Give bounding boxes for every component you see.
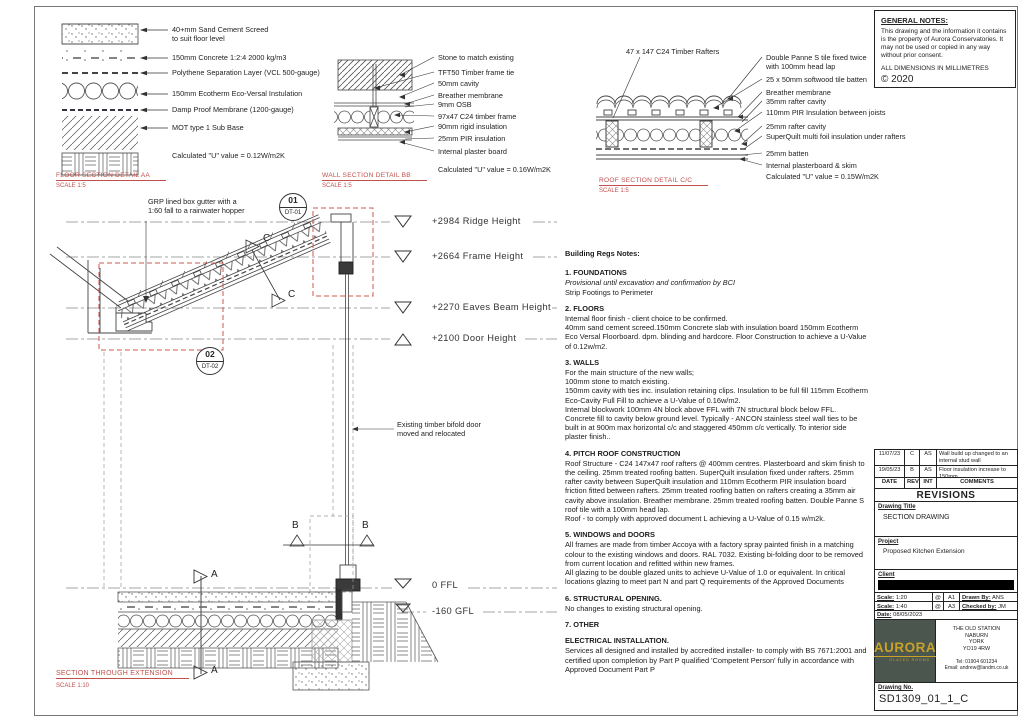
revision-header: DATE [875, 478, 905, 488]
regs-title: Building Regs Notes: [565, 249, 640, 258]
bubble-number: 01 [280, 194, 306, 208]
detail-label: 9mm OSB [438, 100, 472, 109]
detail-label: Stone to match existing [438, 53, 514, 62]
section-marker-b: B [292, 520, 299, 531]
detail-label: 25mm PIR insulation [438, 134, 506, 143]
drawing-number-box [874, 682, 1018, 711]
revision-int: AS [920, 466, 937, 477]
sheet-size: A3 [944, 602, 960, 610]
address-line: THE OLD STATION [952, 626, 1001, 632]
revisions-title: REVISIONS [874, 488, 1018, 502]
section-marker-b: B [362, 520, 369, 531]
regs-section-windows [565, 530, 868, 586]
copyright-year: © 2020 [881, 74, 914, 85]
date-value: 08/05/2023 [893, 612, 923, 618]
regs-section-foundations [565, 268, 868, 297]
scale-label: Scale: [877, 604, 895, 610]
detail-title: WALL SECTION DETAIL BB [322, 172, 427, 181]
regs-paragraph: 100mm stone to match existing. [565, 377, 670, 387]
detail-label: 50mm cavity [438, 79, 479, 88]
revision-header: REV [905, 478, 920, 488]
regs-paragraph: Strip Footings to Perimeter [565, 287, 653, 297]
regs-paragraph: 150mm cavity with ties inc. insulation retaining clips. Insulation to be full fill 115mm Ecotherm Eco-Cavity Full Fill to achieve a U-Value of 0.16w/m2. [565, 386, 869, 405]
revision-int: AS [920, 450, 937, 465]
revision-header: INT [920, 478, 937, 488]
logo-name: AURORA [873, 640, 937, 655]
detail-label: 150mm Ecotherm Eco-Versal Instulation [172, 89, 303, 98]
detail-label: MOT type 1 Sub Base [172, 123, 244, 132]
level-label-ffl: 0 FFL [432, 580, 459, 590]
level-label-door: +2100 Door Height [432, 333, 517, 343]
address-line: YORK [968, 639, 985, 646]
regs-paragraph: All glazing to be double glazed units to achieve U-Value of 1.0 or equivalent. In critical locations glazing to meet part N and part Q requirements of the Approved Documents [565, 568, 846, 587]
project-value: Proposed Kitchen Extension [883, 548, 965, 555]
regs-paragraph: For the main structure of the new walls; [565, 368, 694, 378]
regs-section-walls [565, 358, 868, 442]
gutter-note: 1:60 fall to a rainwater hopper [148, 206, 245, 215]
building-regs-notes [565, 249, 868, 681]
bubble-number: 02 [197, 348, 223, 362]
detail-label: Double Panne S tile fixed twice [766, 53, 867, 62]
regs-paragraph: All frames are made from timber Accoya with a factory spray painted finish in a matching colour to the existing windows and doors. RAL 7032. Existing bi-folding door to be removed from current location and refitted within new frames. [565, 540, 863, 568]
project-label: Project [878, 539, 899, 545]
regs-paragraph: Internal blockwork 100mm 4N block above FFL with 7N structural block below FFL. Concrete fill to cavity below ground level. Typically - ANCON stainless steel wall ties to be built in at 900m max horizontal c/c and staggered 450mm c/c vertically. To interior side plaster finish.. [565, 404, 858, 442]
at-symbol: @ [933, 602, 944, 610]
detail-label: 150mm Concrete 1:2:4 2000 kg/m3 [172, 53, 287, 62]
gutter-note: GRP lined box gutter with a [148, 197, 237, 206]
revision-header: COMMENTS [960, 479, 994, 485]
regs-heading: 7. OTHER [565, 619, 600, 629]
drawing-title-box [874, 501, 1018, 537]
detail-label: 47 x 147 C24 Timber Rafters [626, 47, 720, 56]
detail-label: 110mm PIR Insulation between joists [766, 108, 886, 117]
revision-rev: B [905, 466, 920, 477]
detail-label: Internal plasterboard & skim [766, 161, 857, 170]
detail-label: 97x47 C24 timber frame [438, 112, 517, 121]
detail-title: ROOF SECTION DETAIL C/C [599, 177, 708, 186]
general-notes-body: This drawing and the information it contains is the property of Aurora Conservatories. It may not be used or copied in any way without prior consent. [881, 28, 1007, 59]
u-value-note: Calculated "U" value = 0.15W/m2K [766, 172, 879, 181]
detail-label: Breather membrane [438, 91, 503, 100]
aurora-logo [875, 620, 936, 682]
revision-row [874, 449, 1018, 466]
revision-date: 11/07/23 [875, 450, 905, 465]
detail-label: Breather membrane [766, 88, 831, 97]
regs-paragraph: Roof Structure - C24 147x47 roof rafters @ 400mm centres. Plasterboard and skim finish to the ceiling. 25mm treated roofing batten. SuperQuilt insulation fixed under rafters. 25mm rafter cavity between SuperQuilt insulation and 110mm Ecotherm PIR insulation board friction fitted between rafters. 25mm treated roofing batten on rafters creating a 35mm air cavity above insulation. Breather membrane. 25mm treated roofing batten. Double Panne S roof tile with a 100mm head lap. [565, 458, 865, 514]
drawn-by-label: Drawn By: [962, 595, 991, 601]
regs-section-roof [565, 449, 868, 524]
scale-value: 1:20 [895, 595, 908, 601]
checked-by-value: JM [998, 604, 1006, 610]
section-title: SECTION THROUGH EXTENSION [56, 670, 189, 679]
regs-heading: 3. WALLS [565, 357, 600, 367]
regs-paragraph: Internal floor finish - client choice to be confirmed. [565, 314, 728, 324]
regs-heading: 4. PITCH ROOF CONSTRUCTION [565, 448, 681, 458]
section-marker-a: A [211, 569, 218, 580]
door-note: Existing timber bifold door [397, 420, 481, 429]
revision-rev: C [905, 450, 920, 465]
drawing-number-label: Drawing No. [878, 685, 914, 691]
client-box [874, 569, 1018, 593]
regs-heading: 2. FLOORS [565, 303, 605, 313]
detail-label: 35mm rafter cavity [766, 97, 827, 106]
detail-label: 25 x 50mm softwood tile batten [766, 75, 867, 84]
section-scale: SCALE 1:10 [56, 683, 90, 689]
detail-label: SuperQuilt multi foil insulation under rafters [766, 132, 906, 141]
detail-scale: SCALE 1:5 [56, 183, 86, 189]
regs-section-other [565, 620, 868, 629]
general-notes-box [874, 10, 1016, 88]
revision-date: 19/05/23 [875, 466, 905, 477]
level-label-ridge: +2984 Ridge Height [432, 216, 521, 226]
checked-by-label: Checked by: [962, 604, 997, 610]
detail-label: Damp Proof Membrane (1200-gauge) [172, 105, 294, 114]
detail-scale: SCALE 1:5 [322, 183, 352, 189]
revision-comment: Wall build up changed to an internal stud wall [939, 451, 1008, 464]
drawing-title-label: Drawing Title [878, 504, 916, 510]
company-tel: Tel: 01904 601234 [955, 659, 998, 666]
detail-label: 25mm batten [766, 149, 809, 158]
detail-label: Internal plaster board [438, 147, 507, 156]
scale-value: 1:40 [895, 604, 908, 610]
detail-label: TFT50 Timber frame tie [438, 68, 515, 77]
regs-heading: ELECTRICAL INSTALLATION. [565, 636, 669, 646]
regs-heading: 5. WINDOWS and DOORS [565, 530, 655, 540]
detail-bubble-02 [196, 347, 224, 375]
logo-tagline: GLAZED ROOMS [889, 658, 930, 662]
regs-paragraph: 40mm sand cement screed.150mm Concrete slab with insulation board 150mm Ecotherm Eco Versal Floorboard. dpm. blinding and hardcore. Floor Construction to achieve a U-Value of 0.12w/m2. [565, 323, 867, 351]
client-label: Client [878, 572, 895, 578]
company-box [874, 619, 1018, 683]
section-marker-c: C [263, 233, 271, 244]
address-line: YO19 4RW [962, 645, 991, 652]
date-label: Date: [877, 612, 892, 618]
at-symbol: @ [933, 593, 944, 601]
section-marker-a: A [211, 665, 218, 676]
regs-paragraph: Provisional until excavation and confirmation by BCI [565, 278, 736, 288]
detail-label: with 100mm head lap [766, 62, 836, 71]
client-redaction-bar [878, 580, 1014, 590]
regs-paragraph: No changes to existing structural opening. [565, 603, 703, 613]
regs-paragraph: Services all designed and installed by accredited installer- to comply with BS 7671:2001 and certified upon completion by Part P qualified 'Competent Person' fully in accordance with Approved Document Part P [565, 646, 867, 674]
sheet-size: A1 [944, 593, 960, 601]
general-notes-title: GENERAL NOTES: [881, 16, 948, 25]
regs-heading: 1. FOUNDATIONS [565, 268, 627, 278]
drawing-number-value: SD1309_01_1_C [879, 693, 969, 705]
section-marker-c: C [288, 289, 296, 300]
regs-heading: 6. STRUCTURAL OPENING. [565, 593, 662, 603]
drawing-title-value: SECTION DRAWING [883, 514, 950, 521]
bubble-ref: DT-01 [284, 210, 302, 216]
detail-bubble-01 [279, 193, 307, 221]
detail-label: Polythene Separation Layer (VCL 500-gauge) [172, 68, 320, 77]
drawn-by-value: ANS [991, 595, 1004, 601]
regs-section-structural [565, 594, 868, 613]
address-line: NABURN [965, 632, 988, 639]
bubble-ref: DT-02 [201, 364, 219, 370]
company-email: Email: andrew@landm.co.uk [944, 665, 1009, 672]
title-block [874, 450, 1018, 711]
regs-section-electrical [565, 636, 868, 674]
door-note: moved and relocated [397, 429, 466, 438]
detail-scale: SCALE 1:5 [599, 188, 629, 194]
detail-label: to suit floor level [172, 34, 225, 43]
level-label-gfl: -160 GFL [432, 606, 475, 616]
level-label-frame: +2664 Frame Height [432, 251, 524, 261]
level-label-eaves: +2270 Eaves Beam Height [432, 302, 551, 312]
scale-label: Scale: [877, 595, 895, 601]
detail-label: 40+mm Sand Cement Screed [172, 25, 269, 34]
detail-label: 90mm rigid insulation [438, 122, 507, 131]
dimensions-note: ALL DIMENSIONS IN MILLIMETRES [881, 65, 989, 72]
regs-paragraph: Roof - to comply with approved document L achieving a U-Value of 0.15 w/m2k. [565, 514, 826, 524]
u-value-note: Calculated "U" value = 0.12W/m2K [172, 151, 285, 160]
detail-title: FLOOR SECTION DETAIL AA [56, 172, 166, 181]
detail-label: 25mm rafter cavity [766, 122, 827, 131]
project-box [874, 536, 1018, 570]
u-value-note: Calculated "U" value = 0.16W/m2K [438, 165, 551, 174]
regs-section-floors [565, 304, 868, 351]
company-address [936, 620, 1017, 682]
revision-comment: Floor insulation increase to [939, 467, 1006, 473]
